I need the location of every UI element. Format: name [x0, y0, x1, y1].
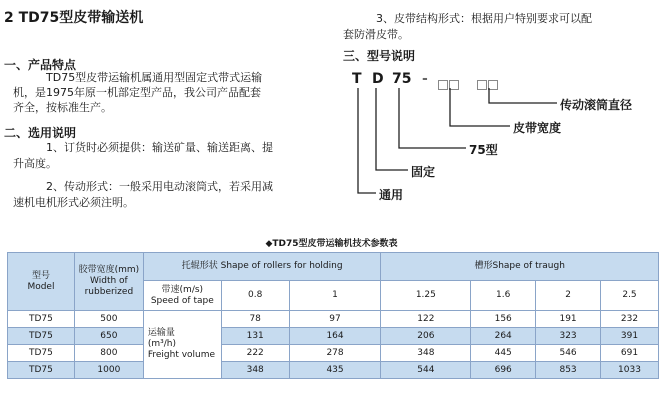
cell-width: 650: [74, 328, 143, 345]
features-line-2: 机，是1975年原一机部定型产品，我公司产品配套: [13, 86, 261, 99]
cell-model: TD75: [8, 328, 75, 345]
table-row: [8, 362, 659, 379]
features-line-3: 齐全，按标准生产。: [13, 101, 112, 114]
cell-volume: 191: [536, 311, 601, 328]
selection-line-1: 1、订货时必须提供：输送矿量、输送距离、提: [46, 141, 273, 154]
header-speed: [143, 281, 221, 311]
table-row: [8, 328, 659, 345]
header-speed-en: Speed of tape: [150, 295, 214, 306]
belt-structure-line-2: 套防滑皮带。: [343, 28, 409, 41]
cell-volume: 78: [221, 311, 289, 328]
header-idler-cn: 托辊形状: [181, 261, 218, 271]
cell-volume: 264: [471, 328, 536, 345]
code-dash: -: [422, 71, 428, 87]
cell-model: TD75: [8, 311, 75, 328]
cell-volume: 546: [536, 345, 601, 362]
cell-volume: 278: [289, 345, 381, 362]
table-row: [8, 311, 659, 328]
header-width-cn: 胶带宽度(mm): [78, 265, 140, 275]
cell-width: 500: [74, 311, 143, 328]
freight-volume-en: Freight volume: [147, 350, 216, 360]
cell-volume: 691: [601, 345, 659, 362]
section-heading-model: 三、型号说明: [343, 49, 416, 63]
selection-line-4: 速机电机形式必须注明。: [13, 196, 134, 209]
header-model: [8, 253, 75, 311]
selection-line-3: 2、传动形式：一般采用电动滚筒式，若采用减: [46, 180, 273, 193]
features-line-1: TD75型皮带运输机属通用型固定式带式运输: [46, 71, 263, 84]
cell-volume: 131: [221, 328, 289, 345]
header-model-en: Model: [27, 281, 55, 292]
speed-cell: 2: [536, 281, 601, 311]
cell-width: 800: [74, 345, 143, 362]
speed-cell: 1.6: [471, 281, 536, 311]
cell-volume: 445: [471, 345, 536, 362]
cell-volume: 435: [289, 362, 381, 379]
cell-width: 1000: [74, 362, 143, 379]
label-belt-width: 皮带宽度: [513, 121, 562, 135]
table-title: ◆TD75型皮带运输机技术参数表: [265, 239, 398, 249]
cell-volume: 156: [471, 311, 536, 328]
section-heading-selection: 二、选用说明: [4, 126, 77, 140]
label-model-75: 75型: [469, 143, 498, 157]
cell-volume: 391: [601, 328, 659, 345]
cell-volume: 122: [381, 311, 471, 328]
cell-volume: 1033: [601, 362, 659, 379]
cell-volume: 348: [221, 362, 289, 379]
code-number-75: 75: [392, 71, 412, 87]
label-drum-diameter: 传动滚筒直径: [560, 98, 633, 112]
code-letter-t: T: [352, 71, 362, 87]
cell-volume: 97: [289, 311, 381, 328]
cell-model: TD75: [8, 345, 75, 362]
cell-volume: 544: [381, 362, 471, 379]
cell-volume: 232: [601, 311, 659, 328]
header-trough: 槽形Shape of traugh: [381, 253, 659, 281]
page-title: 2 TD75型皮带输送机: [4, 10, 144, 26]
freight-volume-unit: (m³/h): [147, 339, 176, 349]
freight-volume-cn: 运输量: [147, 328, 175, 338]
section-heading-features: 一、产品特点: [4, 58, 77, 72]
cell-volume: 696: [471, 362, 536, 379]
label-fixed: 固定: [411, 165, 436, 179]
header-width: [74, 253, 143, 311]
code-letter-d: D: [372, 71, 384, 87]
header-width-en1: Width of: [90, 276, 128, 286]
header-width-en2: rubberized: [84, 287, 134, 297]
header-idler-en: Shape of rollers for holding: [220, 261, 343, 271]
header-freight-volume: [143, 311, 221, 379]
table-row: [8, 345, 659, 362]
header-speed-cn: 带速(m/s): [161, 284, 204, 295]
cell-volume: 222: [221, 345, 289, 362]
header-idler-shape: [143, 253, 381, 281]
belt-structure-line-1: 3、皮带结构形式：根据用户特别要求可以配: [376, 12, 592, 25]
speed-cell: 2.5: [601, 281, 659, 311]
spec-table: [7, 252, 659, 379]
header-model-cn: 型号: [31, 270, 50, 281]
cell-volume: 853: [536, 362, 601, 379]
cell-model: TD75: [8, 362, 75, 379]
speed-cell: 1: [289, 281, 381, 311]
selection-line-2: 升高度。: [13, 157, 57, 170]
label-general: 通用: [379, 188, 404, 202]
cell-volume: 206: [381, 328, 471, 345]
cell-volume: 323: [536, 328, 601, 345]
speed-cell: 0.8: [221, 281, 289, 311]
cell-volume: 164: [289, 328, 381, 345]
cell-volume: 348: [381, 345, 471, 362]
speed-cell: 1.25: [381, 281, 471, 311]
